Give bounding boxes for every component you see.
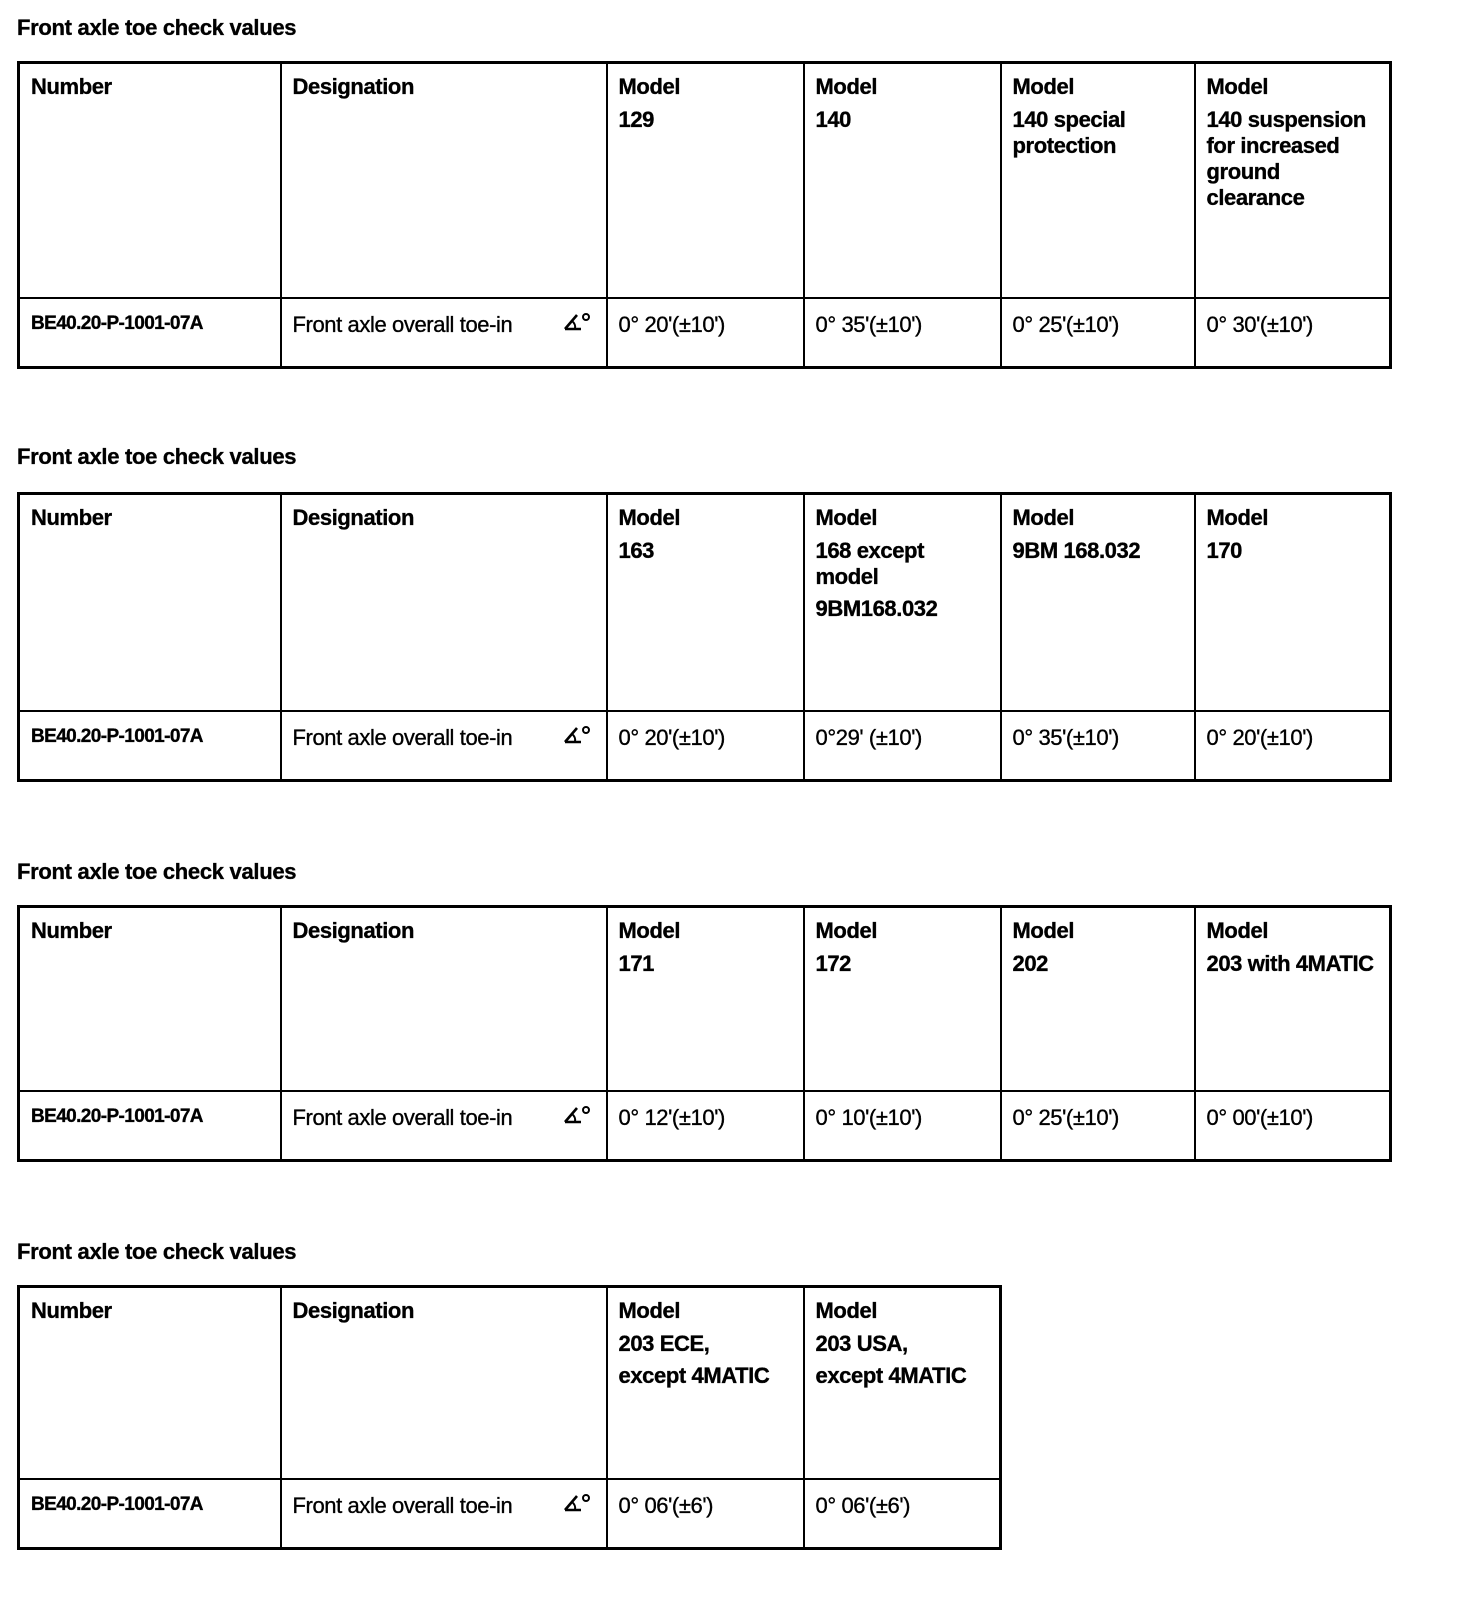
toe-value: 0°29' (±10'): [804, 711, 1001, 781]
header-model: Model 203 ECE, except 4MATIC: [607, 1287, 804, 1479]
header-model: Model 203 USA, except 4MATIC: [804, 1287, 1001, 1479]
toe-value: 0° 35'(±10'): [1001, 711, 1195, 781]
row-designation: Front axle overall toe-in: [292, 1104, 513, 1130]
header-row: [19, 63, 1391, 298]
header-model: Model 170: [1195, 494, 1391, 711]
toe-value: 0° 20'(±10'): [1195, 711, 1391, 781]
header-model: Model 163: [607, 494, 804, 711]
toe-value: 0° 06'(±6'): [607, 1479, 804, 1549]
row-number: BE40.20-P-1001-07A: [19, 1479, 281, 1549]
section-title: Front axle toe check values: [17, 1239, 297, 1264]
header-designation: Designation: [281, 1287, 607, 1479]
row-designation-cell: [281, 1091, 607, 1161]
row-designation-cell: [281, 711, 607, 781]
header-model: Model 202: [1001, 907, 1195, 1091]
header-designation: Designation: [281, 63, 607, 298]
header-row: [19, 1287, 1001, 1479]
row-designation: Front axle overall toe-in: [292, 1492, 513, 1518]
section-title: Front axle toe check values: [17, 15, 297, 40]
header-row: [19, 907, 1391, 1091]
header-model: Model 171: [607, 907, 804, 1091]
row-designation: Front axle overall toe-in: [292, 724, 513, 750]
toe-table: [17, 61, 1392, 369]
header-model: Model 129: [607, 63, 804, 298]
toe-value: 0° 12'(±10'): [607, 1091, 804, 1161]
header-model: Model 203 with 4MATIC: [1195, 907, 1391, 1091]
angle-degree-icon: [562, 724, 592, 746]
header-model: Model 140: [804, 63, 1001, 298]
row-designation-cell: [281, 298, 607, 368]
toe-value: 0° 25'(±10'): [1001, 298, 1195, 368]
toe-table: [17, 1285, 1002, 1550]
angle-degree-icon: [562, 311, 592, 333]
section-title: Front axle toe check values: [17, 859, 297, 884]
toe-value: 0° 10'(±10'): [804, 1091, 1001, 1161]
angle-degree-icon: [562, 1104, 592, 1126]
row-designation: Front axle overall toe-in: [292, 311, 513, 337]
toe-value: 0° 30'(±10'): [1195, 298, 1391, 368]
table-row: [19, 711, 1391, 781]
toe-table: [17, 905, 1392, 1162]
toe-value: 0° 20'(±10'): [607, 298, 804, 368]
toe-value: 0° 00'(±10'): [1195, 1091, 1391, 1161]
header-number: Number: [19, 63, 281, 298]
row-number: BE40.20-P-1001-07A: [19, 298, 281, 368]
header-model: Model 140 special protection: [1001, 63, 1195, 298]
header-model: Model 168 except model 9BM168.032: [804, 494, 1001, 711]
toe-value: 0° 25'(±10'): [1001, 1091, 1195, 1161]
header-number: Number: [19, 907, 281, 1091]
table-row: [19, 298, 1391, 368]
table-row: [19, 1479, 1001, 1549]
header-row: [19, 494, 1391, 711]
header-model: Model 9BM 168.032: [1001, 494, 1195, 711]
toe-value: 0° 20'(±10'): [607, 711, 804, 781]
table-row: [19, 1091, 1391, 1161]
section-title: Front axle toe check values: [17, 444, 297, 469]
header-model: Model 172: [804, 907, 1001, 1091]
row-designation-cell: [281, 1479, 607, 1549]
toe-table: [17, 492, 1392, 782]
row-number: BE40.20-P-1001-07A: [19, 711, 281, 781]
angle-degree-icon: [562, 1492, 592, 1514]
header-number: Number: [19, 494, 281, 711]
header-model: Model 140 suspension for increased ground clearance: [1195, 63, 1391, 298]
row-number: BE40.20-P-1001-07A: [19, 1091, 281, 1161]
header-number: Number: [19, 1287, 281, 1479]
header-designation: Designation: [281, 494, 607, 711]
toe-value: 0° 35'(±10'): [804, 298, 1001, 368]
toe-value: 0° 06'(±6'): [804, 1479, 1001, 1549]
header-designation: Designation: [281, 907, 607, 1091]
